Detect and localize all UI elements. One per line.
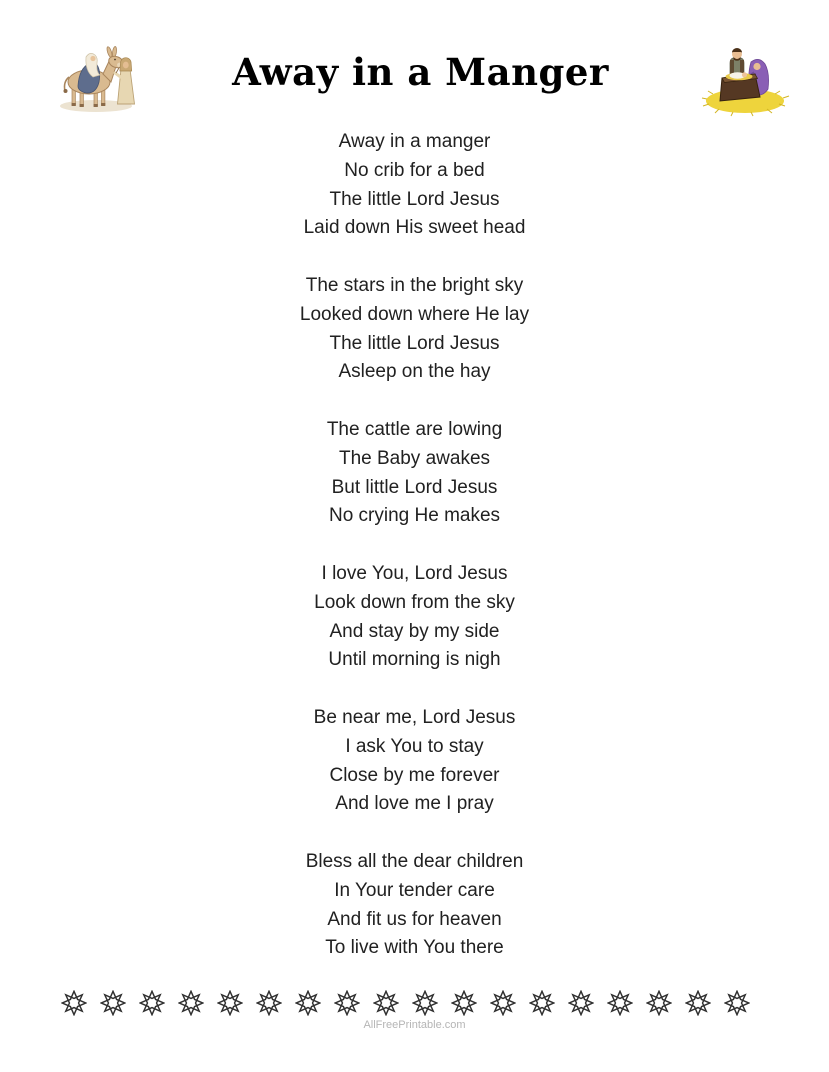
lyric-line: I love You, Lord Jesus [321,562,508,584]
eight-pointed-star-icon [373,990,399,1016]
lyric-line: And stay by my side [329,620,500,642]
stanza-1 [0,128,829,243]
lyric-line: I ask You to stay [345,735,484,757]
lyric-line: The cattle are lowing [326,418,503,440]
page-header [0,0,829,128]
eight-pointed-star-icon [100,990,126,1016]
stanza-5 [0,704,829,819]
eight-pointed-star-icon [178,990,204,1016]
eight-pointed-star-icon [724,990,750,1016]
nativity-scene-illustration-icon [699,45,793,117]
lyric-line: The stars in the bright sky [305,274,524,296]
lyric-line: Away in a manger [338,131,491,152]
lyric-line: Looked down where He lay [299,303,530,325]
eight-pointed-star-icon [529,990,555,1016]
stanza-4 [0,560,829,675]
eight-pointed-star-icon [139,990,165,1016]
eight-pointed-star-icon [61,990,87,1016]
lyric-line: Laid down His sweet head [303,217,526,239]
eight-pointed-star-icon [412,990,438,1016]
stanza-6 [0,848,829,963]
eight-pointed-star-icon [568,990,594,1016]
stanza-3 [0,416,829,531]
lyric-line: No crying He makes [328,505,501,527]
lyric-line: But little Lord Jesus [331,476,498,498]
eight-pointed-star-icon [685,990,711,1016]
lyric-line: To live with You there [325,937,504,959]
eight-pointed-star-icon [490,990,516,1016]
lyric-line: Close by me forever [329,764,500,786]
lyric-line: The little Lord Jesus [329,332,500,354]
stanza-2 [0,272,829,387]
lyric-line: Asleep on the hay [338,361,491,383]
eight-pointed-star-icon [295,990,321,1016]
eight-pointed-star-icon [451,990,477,1016]
lyric-line: Until morning is nigh [328,649,501,671]
lyric-line: And fit us for heaven [327,908,502,930]
lyric-line: Be near me, Lord Jesus [313,706,516,728]
lyric-line: In Your tender care [334,879,495,901]
lyric-line: Look down from the sky [314,591,515,613]
eight-pointed-star-icon [334,990,360,1016]
lyric-line: No crib for a bed [344,159,485,181]
eight-pointed-star-icon [607,990,633,1016]
lyric-line: And love me I pray [335,793,494,815]
site-credit: AllFreePrintable.com [363,1019,466,1031]
eight-pointed-star-icon [217,990,243,1016]
lyric-line: The little Lord Jesus [329,188,500,210]
lyric-line: The Baby awakes [338,447,491,469]
page-title: Away in a Manger [232,50,609,94]
star-divider-row [0,990,820,1016]
eight-pointed-star-icon [256,990,282,1016]
lyric-line: Bless all the dear children [305,850,524,872]
eight-pointed-star-icon [646,990,672,1016]
